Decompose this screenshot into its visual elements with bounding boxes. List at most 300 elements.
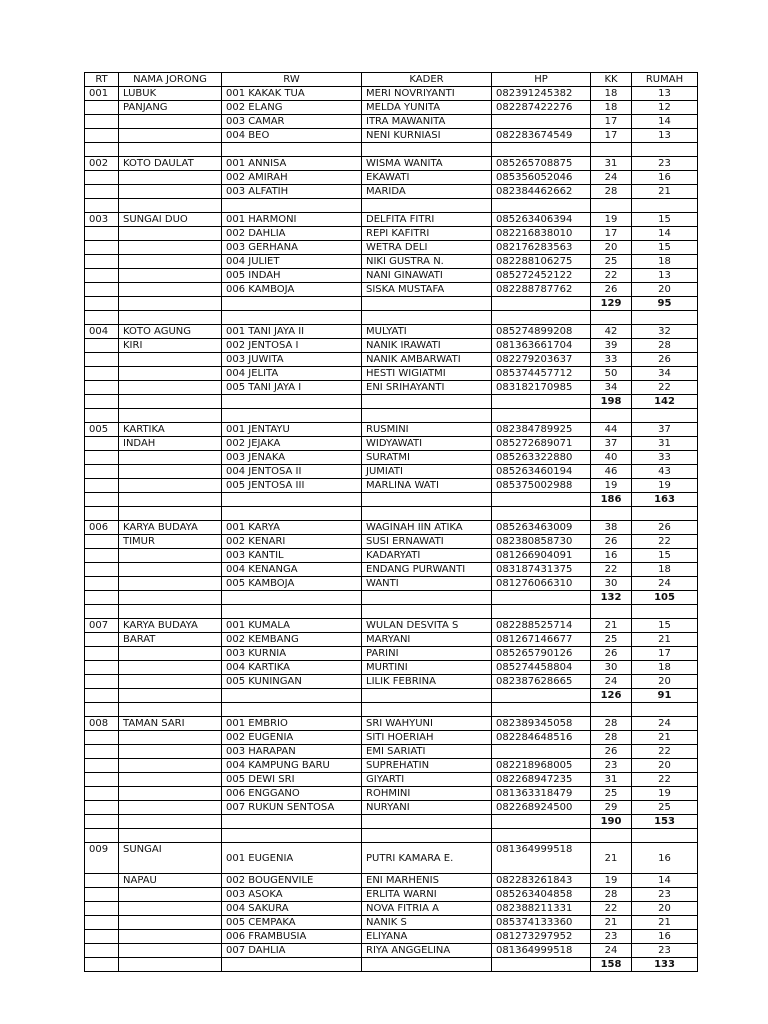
jorong-cell (119, 479, 222, 493)
empty-cell (222, 958, 362, 972)
empty-cell (85, 815, 119, 829)
hp-cell: 085272689071 (492, 437, 591, 451)
empty-cell (362, 493, 492, 507)
rt-cell (85, 129, 119, 143)
spacer-row (85, 311, 698, 325)
empty-cell (119, 829, 222, 843)
empty-cell (362, 605, 492, 619)
rw-cell: 005 TANI JAYA I (222, 381, 362, 395)
table-row (85, 157, 698, 171)
rw-cell: 004 KAMPUNG BARU (222, 759, 362, 773)
empty-cell (591, 311, 632, 325)
table-row (85, 801, 698, 815)
kk-cell: 20 (591, 241, 632, 255)
table-row (85, 227, 698, 241)
rumah-cell: 12 (632, 101, 698, 115)
kader-cell: NOVA FITRIA A (362, 902, 492, 916)
rw-cell: 002 EUGENIA (222, 731, 362, 745)
table-row (85, 619, 698, 633)
jorong-cell (119, 787, 222, 801)
kk-cell: 18 (591, 101, 632, 115)
rw-cell: 004 KENANGA (222, 563, 362, 577)
rumah-cell: 26 (632, 353, 698, 367)
kk-cell: 31 (591, 157, 632, 171)
kader-cell: NIKI GUSTRA N. (362, 255, 492, 269)
rumah-cell: 32 (632, 325, 698, 339)
kk-cell: 26 (591, 283, 632, 297)
rw-cell: 004 KARTIKA (222, 661, 362, 675)
rw-cell: 003 KANTIL (222, 549, 362, 563)
empty-cell (119, 297, 222, 311)
empty-cell (85, 409, 119, 423)
empty-cell (222, 297, 362, 311)
hp-cell: 085263460194 (492, 465, 591, 479)
rw-cell: 004 JELITA (222, 367, 362, 381)
table-row (85, 888, 698, 902)
empty-cell (222, 143, 362, 157)
hp-cell: 082384789925 (492, 423, 591, 437)
empty-cell (492, 507, 591, 521)
hp-cell: 085263322880 (492, 451, 591, 465)
rt-cell: 005 (85, 423, 119, 437)
jorong-cell (119, 801, 222, 815)
kk-cell: 21 (591, 619, 632, 633)
rw-cell: 006 KAMBOJA (222, 283, 362, 297)
kader-cell: ITRA MAWANITA (362, 115, 492, 129)
rt-cell (85, 745, 119, 759)
hp-cell: 081267146677 (492, 633, 591, 647)
total-row (85, 815, 698, 829)
rumah-cell: 26 (632, 521, 698, 535)
jorong-cell (119, 731, 222, 745)
rt-cell (85, 367, 119, 381)
kader-cell: ENI SRIHAYANTI (362, 381, 492, 395)
empty-cell (222, 311, 362, 325)
kader-cell: NANI GINAWATI (362, 269, 492, 283)
table-row (85, 675, 698, 689)
table-row (85, 437, 698, 451)
hp-cell: 082288106275 (492, 255, 591, 269)
header-row (85, 73, 698, 87)
table-row (85, 549, 698, 563)
total-kk: 190 (591, 815, 632, 829)
kader-cell: PARINI (362, 647, 492, 661)
kk-cell: 33 (591, 353, 632, 367)
kader-cell: RUSMINI (362, 423, 492, 437)
spacer-row (85, 703, 698, 717)
table-row (85, 874, 698, 888)
table-row (85, 902, 698, 916)
kk-cell: 26 (591, 535, 632, 549)
kader-cell: LILIK FEBRINA (362, 675, 492, 689)
rt-cell: 002 (85, 157, 119, 171)
rumah-cell: 13 (632, 129, 698, 143)
header-nama-jorong: NAMA JORONG (119, 73, 222, 87)
rt-cell (85, 902, 119, 916)
empty-cell (119, 591, 222, 605)
hp-cell: 082279203637 (492, 353, 591, 367)
table-row (85, 367, 698, 381)
kk-cell: 28 (591, 185, 632, 199)
rw-cell: 001 EMBRIO (222, 717, 362, 731)
kader-cell: NURYANI (362, 801, 492, 815)
kader-cell: WANTI (362, 577, 492, 591)
kader-cell: ENDANG PURWANTI (362, 563, 492, 577)
table-row (85, 269, 698, 283)
rumah-cell: 14 (632, 874, 698, 888)
rw-cell: 002 BOUGENVILE (222, 874, 362, 888)
jorong-cell: KARTIKA (119, 423, 222, 437)
hp-cell: 082268924500 (492, 801, 591, 815)
empty-cell (119, 958, 222, 972)
empty-cell (85, 829, 119, 843)
rw-cell: 003 JENAKA (222, 451, 362, 465)
empty-cell (222, 199, 362, 213)
empty-cell (492, 409, 591, 423)
kader-cell: MARLINA WATI (362, 479, 492, 493)
jorong-cell (119, 647, 222, 661)
jorong-cell (119, 185, 222, 199)
rw-cell: 006 ENGGANO (222, 787, 362, 801)
rt-cell: 009 (85, 843, 119, 874)
jorong-cell (119, 465, 222, 479)
empty-cell (85, 395, 119, 409)
rw-cell: 004 JENTOSA II (222, 465, 362, 479)
empty-cell (492, 395, 591, 409)
hp-cell: 085274899208 (492, 325, 591, 339)
hp-cell: 085272452122 (492, 269, 591, 283)
rumah-cell: 21 (632, 731, 698, 745)
header-rumah: RUMAH (632, 73, 698, 87)
table-body (85, 87, 698, 972)
hp-cell: 085263404858 (492, 888, 591, 902)
empty-cell (119, 493, 222, 507)
table-row (85, 213, 698, 227)
kader-cell: MELDA YUNITA (362, 101, 492, 115)
table-row (85, 171, 698, 185)
hp-cell: 085274458804 (492, 661, 591, 675)
kk-cell: 42 (591, 325, 632, 339)
jorong-cell (119, 381, 222, 395)
rw-cell: 002 JENTOSA I (222, 339, 362, 353)
empty-cell (85, 507, 119, 521)
rw-cell: 002 JEJAKA (222, 437, 362, 451)
jorong-cell: PANJANG (119, 101, 222, 115)
total-row (85, 297, 698, 311)
empty-cell (119, 199, 222, 213)
jorong-cell (119, 283, 222, 297)
table-row (85, 773, 698, 787)
rw-cell: 005 CEMPAKA (222, 916, 362, 930)
hp-cell: 085263463009 (492, 521, 591, 535)
empty-cell (632, 507, 698, 521)
kk-cell: 38 (591, 521, 632, 535)
rt-cell (85, 930, 119, 944)
hp-cell: 085375002988 (492, 479, 591, 493)
rw-cell: 003 JUWITA (222, 353, 362, 367)
table-row (85, 465, 698, 479)
jorong-cell (119, 944, 222, 958)
table-row (85, 745, 698, 759)
rw-cell: 001 HARMONI (222, 213, 362, 227)
kader-cell: RIYA ANGGELINA (362, 944, 492, 958)
kader-cell: MULYATI (362, 325, 492, 339)
hp-cell: 081363318479 (492, 787, 591, 801)
empty-cell (362, 507, 492, 521)
rumah-cell: 16 (632, 171, 698, 185)
kader-cell: ENI MARHENIS (362, 874, 492, 888)
kk-cell: 18 (591, 87, 632, 101)
rw-cell: 001 KUMALA (222, 619, 362, 633)
kader-cell: NENI KURNIASI (362, 129, 492, 143)
rumah-cell: 13 (632, 269, 698, 283)
total-kk (591, 143, 632, 157)
hp-cell: 082288787762 (492, 283, 591, 297)
total-kk: 132 (591, 591, 632, 605)
kader-cell: ERLITA WARNI (362, 888, 492, 902)
table-row (85, 115, 698, 129)
rt-cell (85, 479, 119, 493)
kk-cell: 17 (591, 227, 632, 241)
empty-cell (85, 493, 119, 507)
rumah-cell: 23 (632, 888, 698, 902)
empty-cell (119, 689, 222, 703)
jorong-cell: INDAH (119, 437, 222, 451)
rumah-cell: 14 (632, 227, 698, 241)
empty-cell (492, 199, 591, 213)
kk-cell: 46 (591, 465, 632, 479)
hp-cell: 082216838010 (492, 227, 591, 241)
empty-cell (85, 958, 119, 972)
empty-cell (119, 507, 222, 521)
rt-cell (85, 633, 119, 647)
empty-cell (222, 689, 362, 703)
kk-cell: 50 (591, 367, 632, 381)
rt-cell (85, 916, 119, 930)
kader-cell: KADARYATI (362, 549, 492, 563)
rt-cell (85, 339, 119, 353)
rt-cell (85, 563, 119, 577)
rumah-cell: 22 (632, 535, 698, 549)
empty-cell (492, 703, 591, 717)
rw-cell: 003 HARAPAN (222, 745, 362, 759)
jorong-cell: KARYA BUDAYA (119, 619, 222, 633)
kk-cell: 26 (591, 745, 632, 759)
jorong-cell (119, 675, 222, 689)
rt-cell: 004 (85, 325, 119, 339)
rumah-cell: 28 (632, 339, 698, 353)
hp-cell: 085265708875 (492, 157, 591, 171)
jorong-cell (119, 902, 222, 916)
rw-cell: 005 INDAH (222, 269, 362, 283)
empty-cell (362, 311, 492, 325)
total-rumah: 133 (632, 958, 698, 972)
jorong-cell: TAMAN SARI (119, 717, 222, 731)
rumah-cell: 15 (632, 619, 698, 633)
jorong-cell (119, 269, 222, 283)
hp-cell: 081276066310 (492, 577, 591, 591)
table-row (85, 241, 698, 255)
jorong-cell: TIMUR (119, 535, 222, 549)
rt-cell (85, 787, 119, 801)
kader-cell: SURATMI (362, 451, 492, 465)
header-kader: KADER (362, 73, 492, 87)
empty-cell (85, 703, 119, 717)
table-row (85, 185, 698, 199)
jorong-cell: NAPAU (119, 874, 222, 888)
rumah-cell: 20 (632, 902, 698, 916)
kader-cell: EMI SARIATI (362, 745, 492, 759)
rt-cell: 008 (85, 717, 119, 731)
rw-cell: 005 KUNINGAN (222, 675, 362, 689)
rt-cell (85, 381, 119, 395)
empty-cell (362, 703, 492, 717)
table-row (85, 129, 698, 143)
hp-cell: 081364999518 (492, 944, 591, 958)
jorong-cell (119, 115, 222, 129)
rumah-cell: 33 (632, 451, 698, 465)
empty-cell (119, 703, 222, 717)
kk-cell: 19 (591, 874, 632, 888)
header-kk: KK (591, 73, 632, 87)
hp-cell: 082389345058 (492, 717, 591, 731)
empty-cell (222, 493, 362, 507)
total-kk: 126 (591, 689, 632, 703)
jorong-cell: BARAT (119, 633, 222, 647)
kader-cell: JUMIATI (362, 465, 492, 479)
rw-cell: 002 AMIRAH (222, 171, 362, 185)
rw-cell: 001 ANNISA (222, 157, 362, 171)
total-row (85, 591, 698, 605)
rumah-cell: 24 (632, 577, 698, 591)
empty-cell (492, 311, 591, 325)
kk-cell: 39 (591, 339, 632, 353)
total-rumah: 163 (632, 493, 698, 507)
kk-cell: 19 (591, 479, 632, 493)
kader-cell: MARIDA (362, 185, 492, 199)
kk-cell: 16 (591, 549, 632, 563)
rumah-cell: 34 (632, 367, 698, 381)
jorong-cell (119, 241, 222, 255)
jorong-cell (119, 577, 222, 591)
rt-cell (85, 101, 119, 115)
spacer-row (85, 199, 698, 213)
kk-cell: 26 (591, 647, 632, 661)
rumah-cell: 20 (632, 283, 698, 297)
empty-cell (222, 703, 362, 717)
empty-cell (632, 311, 698, 325)
rumah-cell: 15 (632, 549, 698, 563)
rumah-cell: 21 (632, 916, 698, 930)
rumah-cell: 16 (632, 843, 698, 874)
rw-cell: 001 KAKAK TUA (222, 87, 362, 101)
rw-cell: 007 RUKUN SENTOSA (222, 801, 362, 815)
kk-cell: 29 (591, 801, 632, 815)
rumah-cell: 20 (632, 759, 698, 773)
total-rumah (632, 199, 698, 213)
empty-cell (362, 143, 492, 157)
table-row (85, 283, 698, 297)
rt-cell (85, 185, 119, 199)
total-row (85, 395, 698, 409)
hp-cell: 082384462662 (492, 185, 591, 199)
rw-cell: 002 DAHLIA (222, 227, 362, 241)
kk-cell: 25 (591, 255, 632, 269)
rw-cell: 004 BEO (222, 129, 362, 143)
total-rumah: 153 (632, 815, 698, 829)
table-row (85, 479, 698, 493)
kader-cell: WIDYAWATI (362, 437, 492, 451)
empty-cell (85, 199, 119, 213)
empty-cell (492, 297, 591, 311)
empty-cell (85, 591, 119, 605)
total-rumah: 142 (632, 395, 698, 409)
empty-cell (591, 507, 632, 521)
kader-cell: DELFITA FITRI (362, 213, 492, 227)
hp-cell: 085374133360 (492, 916, 591, 930)
header-rt: RT (85, 73, 119, 87)
rw-cell: 005 JENTOSA III (222, 479, 362, 493)
rt-cell (85, 171, 119, 185)
empty-cell (119, 409, 222, 423)
hp-cell: 082388211331 (492, 902, 591, 916)
spacer-row (85, 829, 698, 843)
empty-cell (362, 591, 492, 605)
jorong-cell (119, 661, 222, 675)
hp-cell: 081266904091 (492, 549, 591, 563)
rw-cell: 001 TANI JAYA II (222, 325, 362, 339)
empty-cell (222, 815, 362, 829)
kader-table (84, 72, 698, 972)
rw-cell: 003 ASOKA (222, 888, 362, 902)
jorong-cell (119, 353, 222, 367)
kader-cell: MERI NOVRIYANTI (362, 87, 492, 101)
kk-cell: 21 (591, 843, 632, 874)
total-rumah: 105 (632, 591, 698, 605)
rw-cell: 003 ALFATIH (222, 185, 362, 199)
empty-cell (222, 591, 362, 605)
kk-cell: 23 (591, 759, 632, 773)
empty-cell (85, 297, 119, 311)
rumah-cell: 22 (632, 773, 698, 787)
total-rumah: 91 (632, 689, 698, 703)
kk-cell: 17 (591, 115, 632, 129)
rt-cell (85, 773, 119, 787)
total-rumah (632, 143, 698, 157)
table-row (85, 353, 698, 367)
jorong-cell: SUNGAI DUO (119, 213, 222, 227)
hp-cell: 085356052046 (492, 171, 591, 185)
rt-cell (85, 874, 119, 888)
rw-cell: 003 CAMAR (222, 115, 362, 129)
rumah-cell: 19 (632, 479, 698, 493)
empty-cell (222, 829, 362, 843)
table-row (85, 944, 698, 958)
kk-cell: 28 (591, 717, 632, 731)
rt-cell (85, 353, 119, 367)
jorong-cell (119, 773, 222, 787)
rt-cell (85, 451, 119, 465)
rw-cell: 002 KENARI (222, 535, 362, 549)
rumah-cell: 15 (632, 213, 698, 227)
jorong-cell (119, 451, 222, 465)
total-row (85, 493, 698, 507)
empty-cell (492, 591, 591, 605)
rumah-cell: 18 (632, 661, 698, 675)
kk-cell: 37 (591, 437, 632, 451)
empty-cell (591, 829, 632, 843)
kk-cell: 30 (591, 577, 632, 591)
